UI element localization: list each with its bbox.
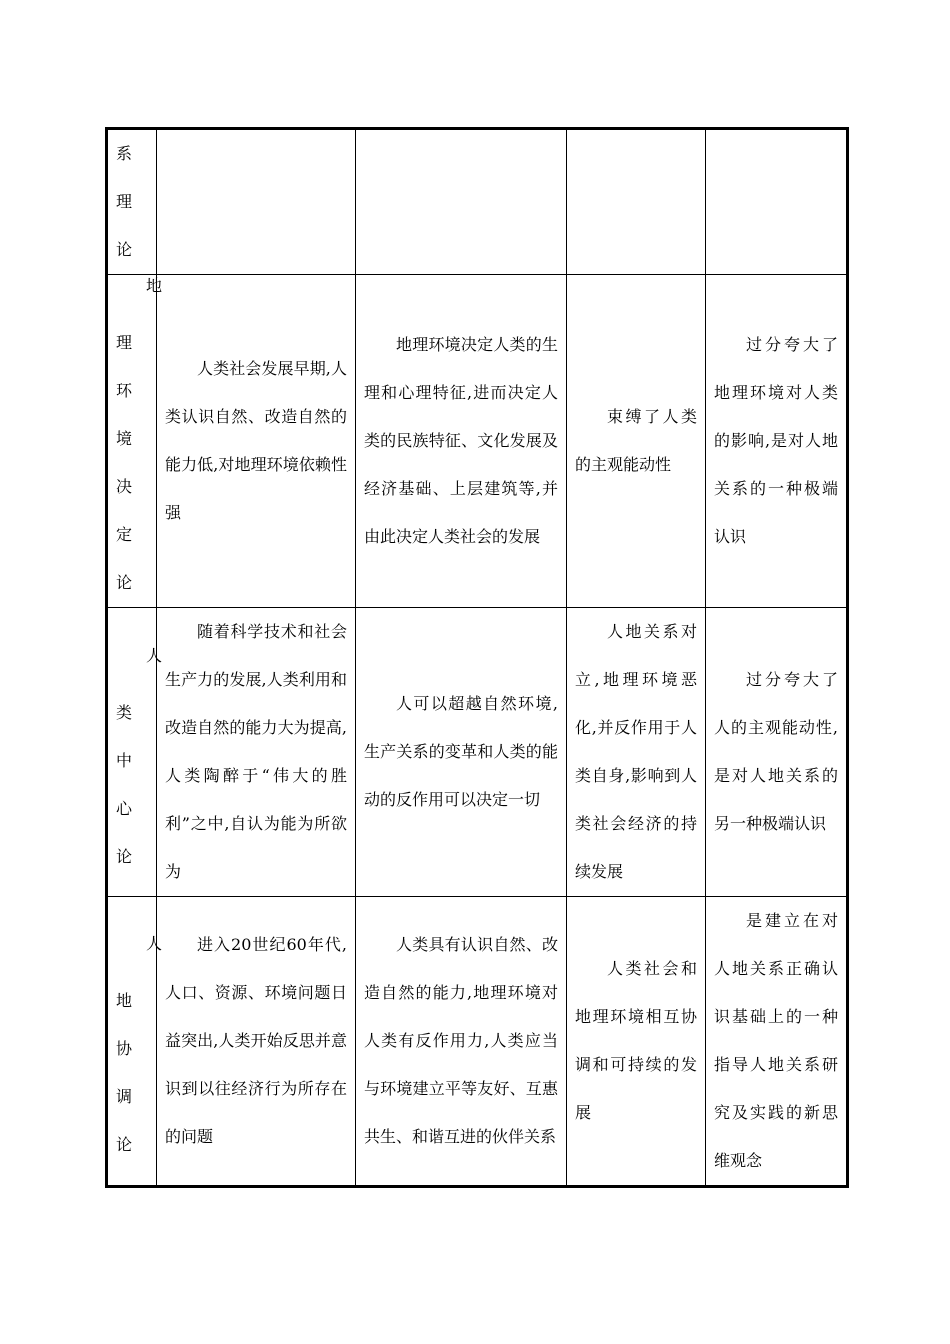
empty-cell xyxy=(157,129,356,275)
effect-cell: 人类社会和地理环境相互协调和可持续的发展 xyxy=(567,897,706,1187)
vertical-char: 论 xyxy=(116,573,133,592)
vertical-char: 理 xyxy=(116,333,133,352)
theory-name-cell xyxy=(107,608,163,897)
vertical-char: 协 xyxy=(116,1039,133,1058)
viewpoint-cell: 地理环境决定人类的生理和心理特征,进而决定人类的民族特征、文化发展及经济基础、上层建筑等,并由此决定人类社会的发展 xyxy=(356,275,567,608)
vertical-char: 定 xyxy=(116,525,133,544)
vertical-char: 决 xyxy=(116,477,133,496)
background-cell: 人类社会发展早期,人类认识自然、改造自然的能力低,对地理环境依赖性强 xyxy=(157,275,356,608)
vertical-char: 论 xyxy=(116,847,133,866)
vertical-char: 论 xyxy=(116,240,133,259)
vertical-char: 调 xyxy=(116,1087,133,1106)
vertical-char: 地 xyxy=(146,276,163,295)
theory-table xyxy=(105,127,849,1188)
empty-cell xyxy=(356,129,567,275)
background-cell: 进入20世纪60年代,人口、资源、环境问题日益突出,人类开始反思并意识到以往经济行为所存在的问题 xyxy=(157,897,356,1187)
vertical-char: 环 xyxy=(116,381,133,400)
vertical-char: 心 xyxy=(116,799,133,818)
viewpoint-cell: 人类具有认识自然、改造自然的能力,地理环境对人类有反作用力,人类应当与环境建立平等友好、互惠共生、和谐互进的伙伴关系 xyxy=(356,897,567,1187)
empty-cell xyxy=(706,129,848,275)
vertical-char: 境 xyxy=(116,429,133,448)
theory-name-cell xyxy=(107,275,163,608)
empty-cell xyxy=(567,129,706,275)
evaluation-cell: 过分夸大了地理环境对人类的影响,是对人地关系的一种极端认识 xyxy=(706,275,848,608)
vertical-char: 人 xyxy=(146,646,163,665)
theory-name-cell xyxy=(107,897,163,1187)
table-row-harmony-theory xyxy=(107,897,848,1187)
viewpoint-cell: 人可以超越自然环境,生产关系的变革和人类的能动的反作用可以决定一切 xyxy=(356,608,567,897)
vertical-char: 理 xyxy=(116,192,133,211)
vertical-char: 中 xyxy=(116,751,133,770)
evaluation-cell: 过分夸大了人的主观能动性,是对人地关系的另一种极端认识 xyxy=(706,608,848,897)
vertical-char: 地 xyxy=(116,991,133,1010)
evaluation-cell: 是建立在对人地关系正确认识基础上的一种指导人地关系研究及实践的新思维观念 xyxy=(706,897,848,1187)
theory-label-cell xyxy=(107,129,157,275)
table-row-human-centrism xyxy=(107,608,848,897)
vertical-char: 系 xyxy=(116,144,133,163)
table-row-header-continuation xyxy=(107,129,848,275)
background-cell: 随着科学技术和社会生产力的发展,人类利用和改造自然的能力大为提高,人类陶醉于“伟大的胜利”之中,自认为能为所欲为 xyxy=(157,608,356,897)
vertical-char: 论 xyxy=(116,1135,133,1154)
vertical-char: 类 xyxy=(116,703,133,722)
vertical-char: 人 xyxy=(146,934,163,953)
table-row-geographic-determinism xyxy=(107,275,848,608)
effect-cell: 人地关系对立,地理环境恶化,并反作用于人类自身,影响到人类社会经济的持续发展 xyxy=(567,608,706,897)
effect-cell: 束缚了人类的主观能动性 xyxy=(567,275,706,608)
